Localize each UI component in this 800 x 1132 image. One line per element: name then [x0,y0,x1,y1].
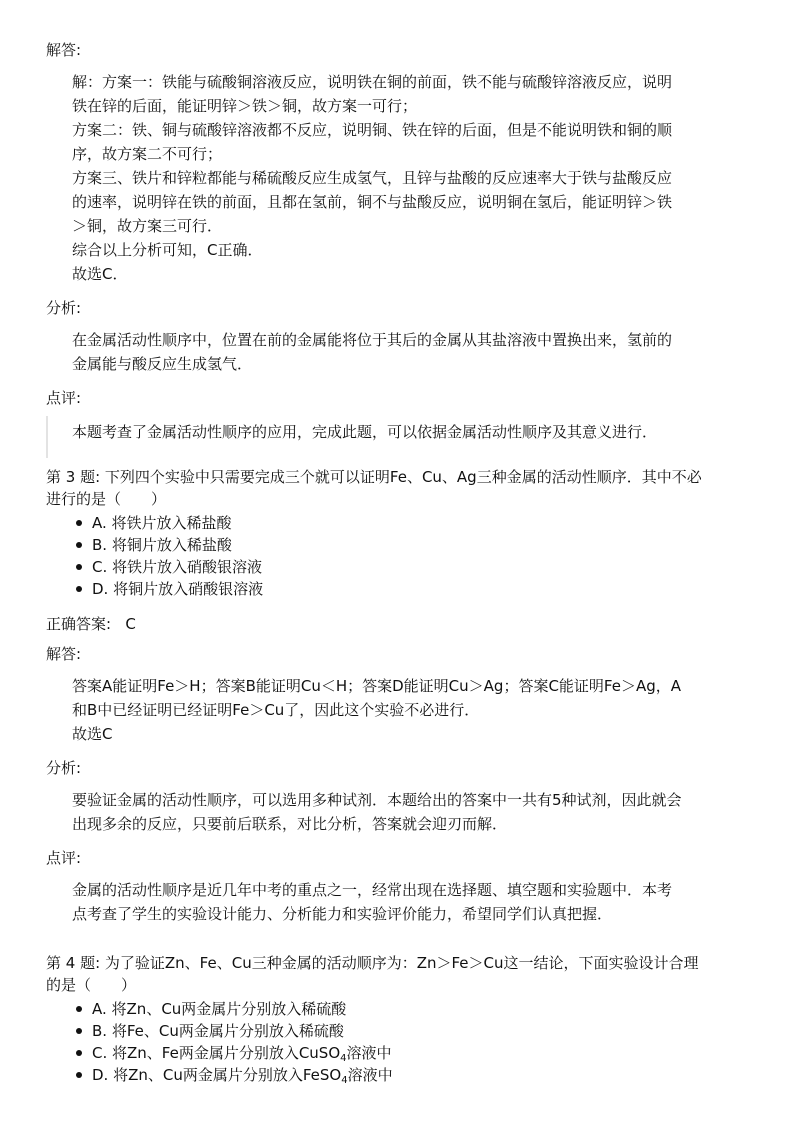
q3-title-line: 进行的是（ ） [46,490,167,508]
q3-jieda-line: 和B中已经证明已经证明Fe＞Cu了，因此这个实验不必进行． [72,701,480,719]
q3-title-line: 第 3 题: 下列四个实验中只需要完成三个就可以证明Fe、Cu、Ag三种金属的活动性顺序．其中不必 [46,468,702,486]
q2-jieda-line: 方案三、铁片和锌粒都能与稀硫酸反应生成氢气，且锌与盐酸的反应速率大于铁与盐酸反应 [72,169,673,187]
q2-fenxi-line: 在金属活动性顺序中，位置在前的金属能将位于其后的金属从其盐溶液中置换出来，氢前的 [72,331,673,349]
q4-option-d-suffix: 溶液中 [347,1066,393,1084]
q3-jieda-body [72,674,758,746]
q2-jieda-line: 序，故方案二不可行； [72,145,223,163]
q2-dianping-label: 点评: [46,389,82,407]
q3-option-c: C. 将铁片放入硝酸银溶液 [76,556,758,578]
q3-option-d: D. 将铜片放入硝酸银溶液 [76,578,758,600]
q2-jieda-body [72,70,758,286]
q4-option-b: B. 将Fe、Cu两金属片分别放入稀硫酸 [76,1020,758,1042]
document-page [46,38,758,1086]
q3-answer-label: 正确答案: [46,615,112,633]
q2-jieda-line: 的速率，说明锌在铁的前面，且都在氢前，铜不与盐酸反应，说明铜在氢后，能证明锌＞铁 [72,193,673,211]
q3-jieda-label: 解答: [46,645,82,663]
q2-jieda-line: 故选C． [72,265,128,283]
q3-dianping-label: 点评: [46,849,82,867]
q2-fenxi-label: 分析: [46,299,82,317]
q4-option-d-text: D. 将Zn、Cu两金属片分别放入FeSO [92,1066,342,1084]
q4-title-line: 第 4 题: 为了验证Zn、Fe、Cu三种金属的活动顺序为：Zn＞Fe＞Cu这一结论，下面实验设计合理 [46,954,699,972]
q2-dianping-body [46,416,758,458]
q3-answer-value: C [125,615,136,633]
q3-jieda-line: 答案A能证明Fe＞H；答案B能证明Cu＜H；答案D能证明Cu＞Ag；答案C能证明Fe＞Ag，A [72,677,681,695]
q3-fenxi-body [72,788,758,836]
q4-option-d [76,1064,758,1086]
q3-option-a: A. 将铁片放入稀盐酸 [76,512,758,534]
q4-option-c [76,1042,758,1064]
q3-correct-answer [46,612,758,636]
q4-option-c-subscript: 4 [340,1053,347,1064]
q3-fenxi-label: 分析: [46,759,82,777]
q4-title-line: 的是（ ） [46,976,137,994]
q4-option-c-text: C. 将Zn、Fe两金属片分别放入CuSO [92,1044,341,1062]
q4-option-d-subscript: 4 [341,1075,348,1086]
q3-fenxi-line: 出现多余的反应，只要前后联系，对比分析，答案就会迎刃而解． [72,815,508,833]
q3-option-b: B. 将铜片放入稀盐酸 [76,534,758,556]
q2-fenxi-line: 金属能与酸反应生成氢气． [72,355,253,373]
q3-dianping-line: 点考查了学生的实验设计能力、分析能力和实验评价能力，希望同学们认真把握． [72,905,613,923]
q3-dianping-line: 金属的活动性顺序是近几年中考的重点之一，经常出现在选择题、填空题和实验题中．本考 [72,881,673,899]
q2-dianping-line: 本题考查了金属活动性顺序的应用，完成此题，可以依据金属活动性顺序及其意义进行． [72,423,658,441]
q3-dianping-body [72,878,758,926]
q2-jieda-line: 方案二：铁、铜与硫酸锌溶液都不反应，说明铜、铁在锌的后面，但是不能说明铁和铜的顺 [72,121,673,139]
q4-option-a: A. 将Zn、Cu两金属片分别放入稀硫酸 [76,998,758,1020]
q2-jieda-line: 解：方案一：铁能与硫酸铜溶液反应，说明铁在铜的前面，铁不能与硫酸锌溶液反应，说明 [72,73,673,91]
q4-options [46,998,758,1086]
question-4 [46,952,758,1086]
q3-jieda-line: 故选C [72,725,113,743]
q2-jieda-line: ＞铜，故方案三可行． [72,217,223,235]
q4-option-c-suffix: 溶液中 [346,1044,392,1062]
q2-fenxi-body [72,328,758,376]
q3-options [46,512,758,600]
q2-jieda-line: 综合以上分析可知，C正确． [72,241,263,259]
q2-jieda-line: 铁在锌的后面，能证明锌＞铁＞铜，故方案一可行； [72,97,418,115]
q3-fenxi-line: 要验证金属的活动性顺序，可以选用多种试剂．本题给出的答案中一共有5种试剂，因此就会 [72,791,682,809]
q2-jieda-label: 解答: [46,41,82,59]
question-3 [46,466,758,926]
